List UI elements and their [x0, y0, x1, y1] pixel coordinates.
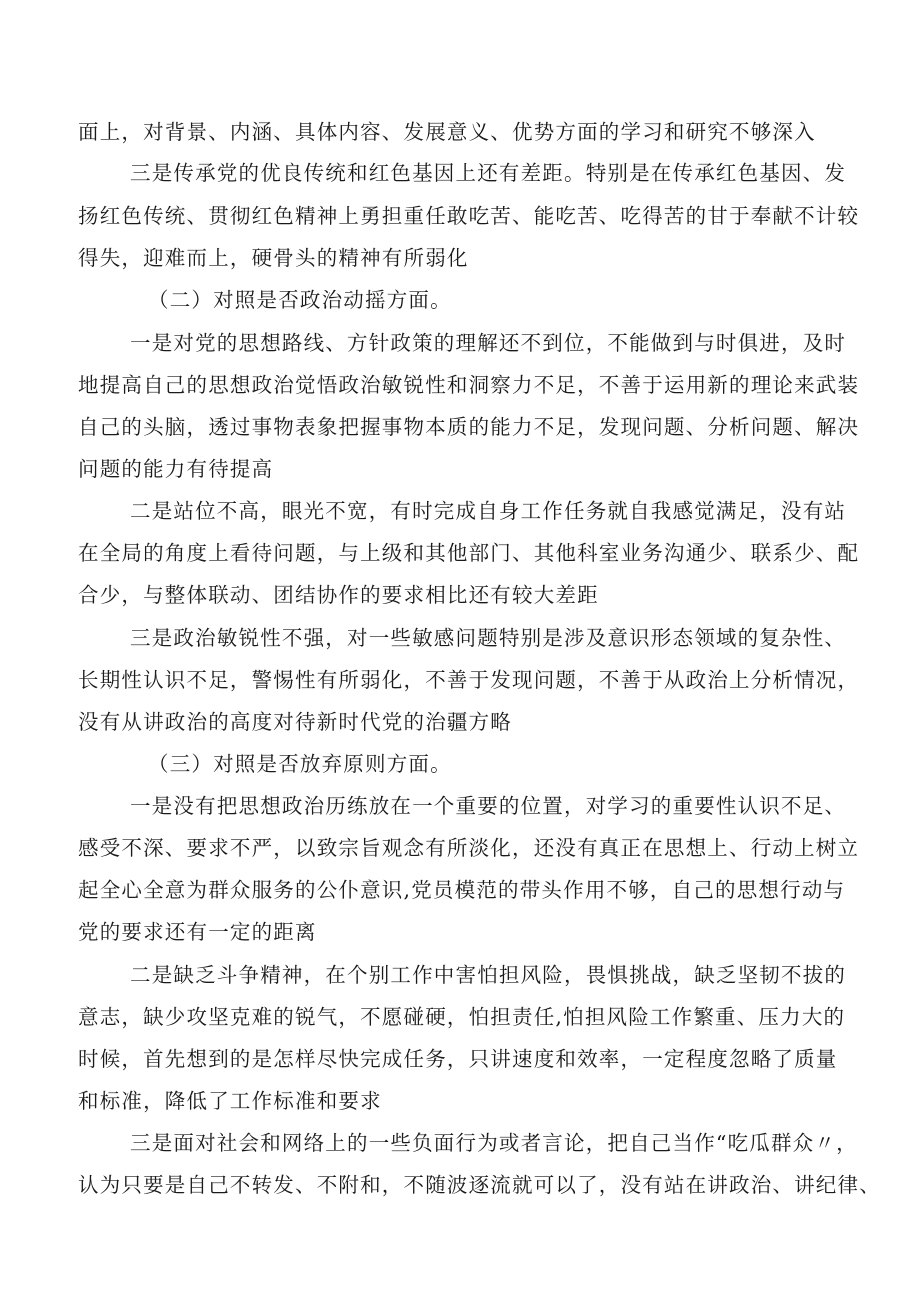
text-line: 起全心全意为群众服务的公仆意识,党员模范的带头作用不够，自己的思想行动与	[78, 878, 846, 902]
text-line: 三是面对社会和网络上的一些负面行为或者言论，把自己当作“吃瓜群众〃，	[130, 1131, 858, 1155]
text-line: 面上，对背景、内涵、具体内容、发展意义、优势方面的学习和研究不够深入	[78, 120, 816, 144]
text-line: 合少，与整体联动、团结协作的要求相比还有较大差距	[78, 583, 599, 607]
text-line: 在全局的角度上看待问题，与上级和其他部门、其他科室业务沟通少、联系少、配	[78, 541, 860, 565]
section-heading: （三）对照是否放弃原则方面。	[148, 752, 452, 776]
section-heading: （二）对照是否政治动摇方面。	[148, 288, 452, 312]
text-line: 长期性认识不足，警惕性有所弱化，不善于发现问题，不善于从政治上分析情况，	[78, 668, 860, 692]
text-line: 党的要求还有一定的距离	[78, 920, 317, 944]
text-line: 时候，首先想到的是怎样尽快完成任务，只讲速度和效率，一定程度忽略了质量	[78, 1047, 838, 1071]
text-line: 认为只要是自己不转发、不附和，不随波逐流就可以了，没有站在讲政治、讲纪律、	[78, 1173, 881, 1197]
text-line: 二是站位不高，眼光不宽，有时完成自身工作任务就自我感觉满足，没有站	[130, 499, 847, 523]
text-line: 和标准，降低了工作标准和要求	[78, 1089, 382, 1113]
text-line: 二是缺乏斗争精神，在个别工作中害怕担风险，畏惧挑战，缺乏坚韧不拔的	[130, 963, 847, 987]
text-line: 自己的头脑，透过事物表象把握事物本质的能力不足，发现问题、分析问题、解决	[78, 415, 860, 439]
text-line: 一是对党的思想路线、方针政策的理解还不到位，不能做到与时俱进，及时	[130, 331, 847, 355]
text-line: 问题的能力有待提高	[78, 457, 274, 481]
text-line: 扬红色传统、贯彻红色精神上勇担重任敢吃苦、能吃苦、吃得苦的甘于奉献不计较	[78, 204, 860, 228]
text-line: 一是没有把思想政治历练放在一个重要的位置，对学习的重要性认识不足、	[130, 794, 847, 818]
text-line: 三是传承党的优良传统和红色基因上还有差距。特别是在传承红色基因、发	[130, 161, 847, 185]
text-line: 得失，迎难而上，硬骨头的精神有所弱化	[78, 246, 469, 270]
text-line: 意志，缺少攻坚克难的锐气，不愿碰硬，怕担责任,怕担风险工作繁重、压力大的	[78, 1005, 846, 1029]
text-line: 没有从讲政治的高度对待新时代党的治疆方略	[78, 710, 512, 734]
text-line: 三是政治敏锐性不强，对一些敏感问题特别是涉及意识形态领域的复杂性、	[130, 626, 847, 650]
text-line: 感受不深、要求不严，以致宗旨观念有所淡化，还没有真正在思想上、行动上树立	[78, 836, 860, 860]
text-line: 地提高自己的思想政治觉悟政治敏锐性和洞察力不足，不善于运用新的理论来武装	[78, 373, 860, 397]
